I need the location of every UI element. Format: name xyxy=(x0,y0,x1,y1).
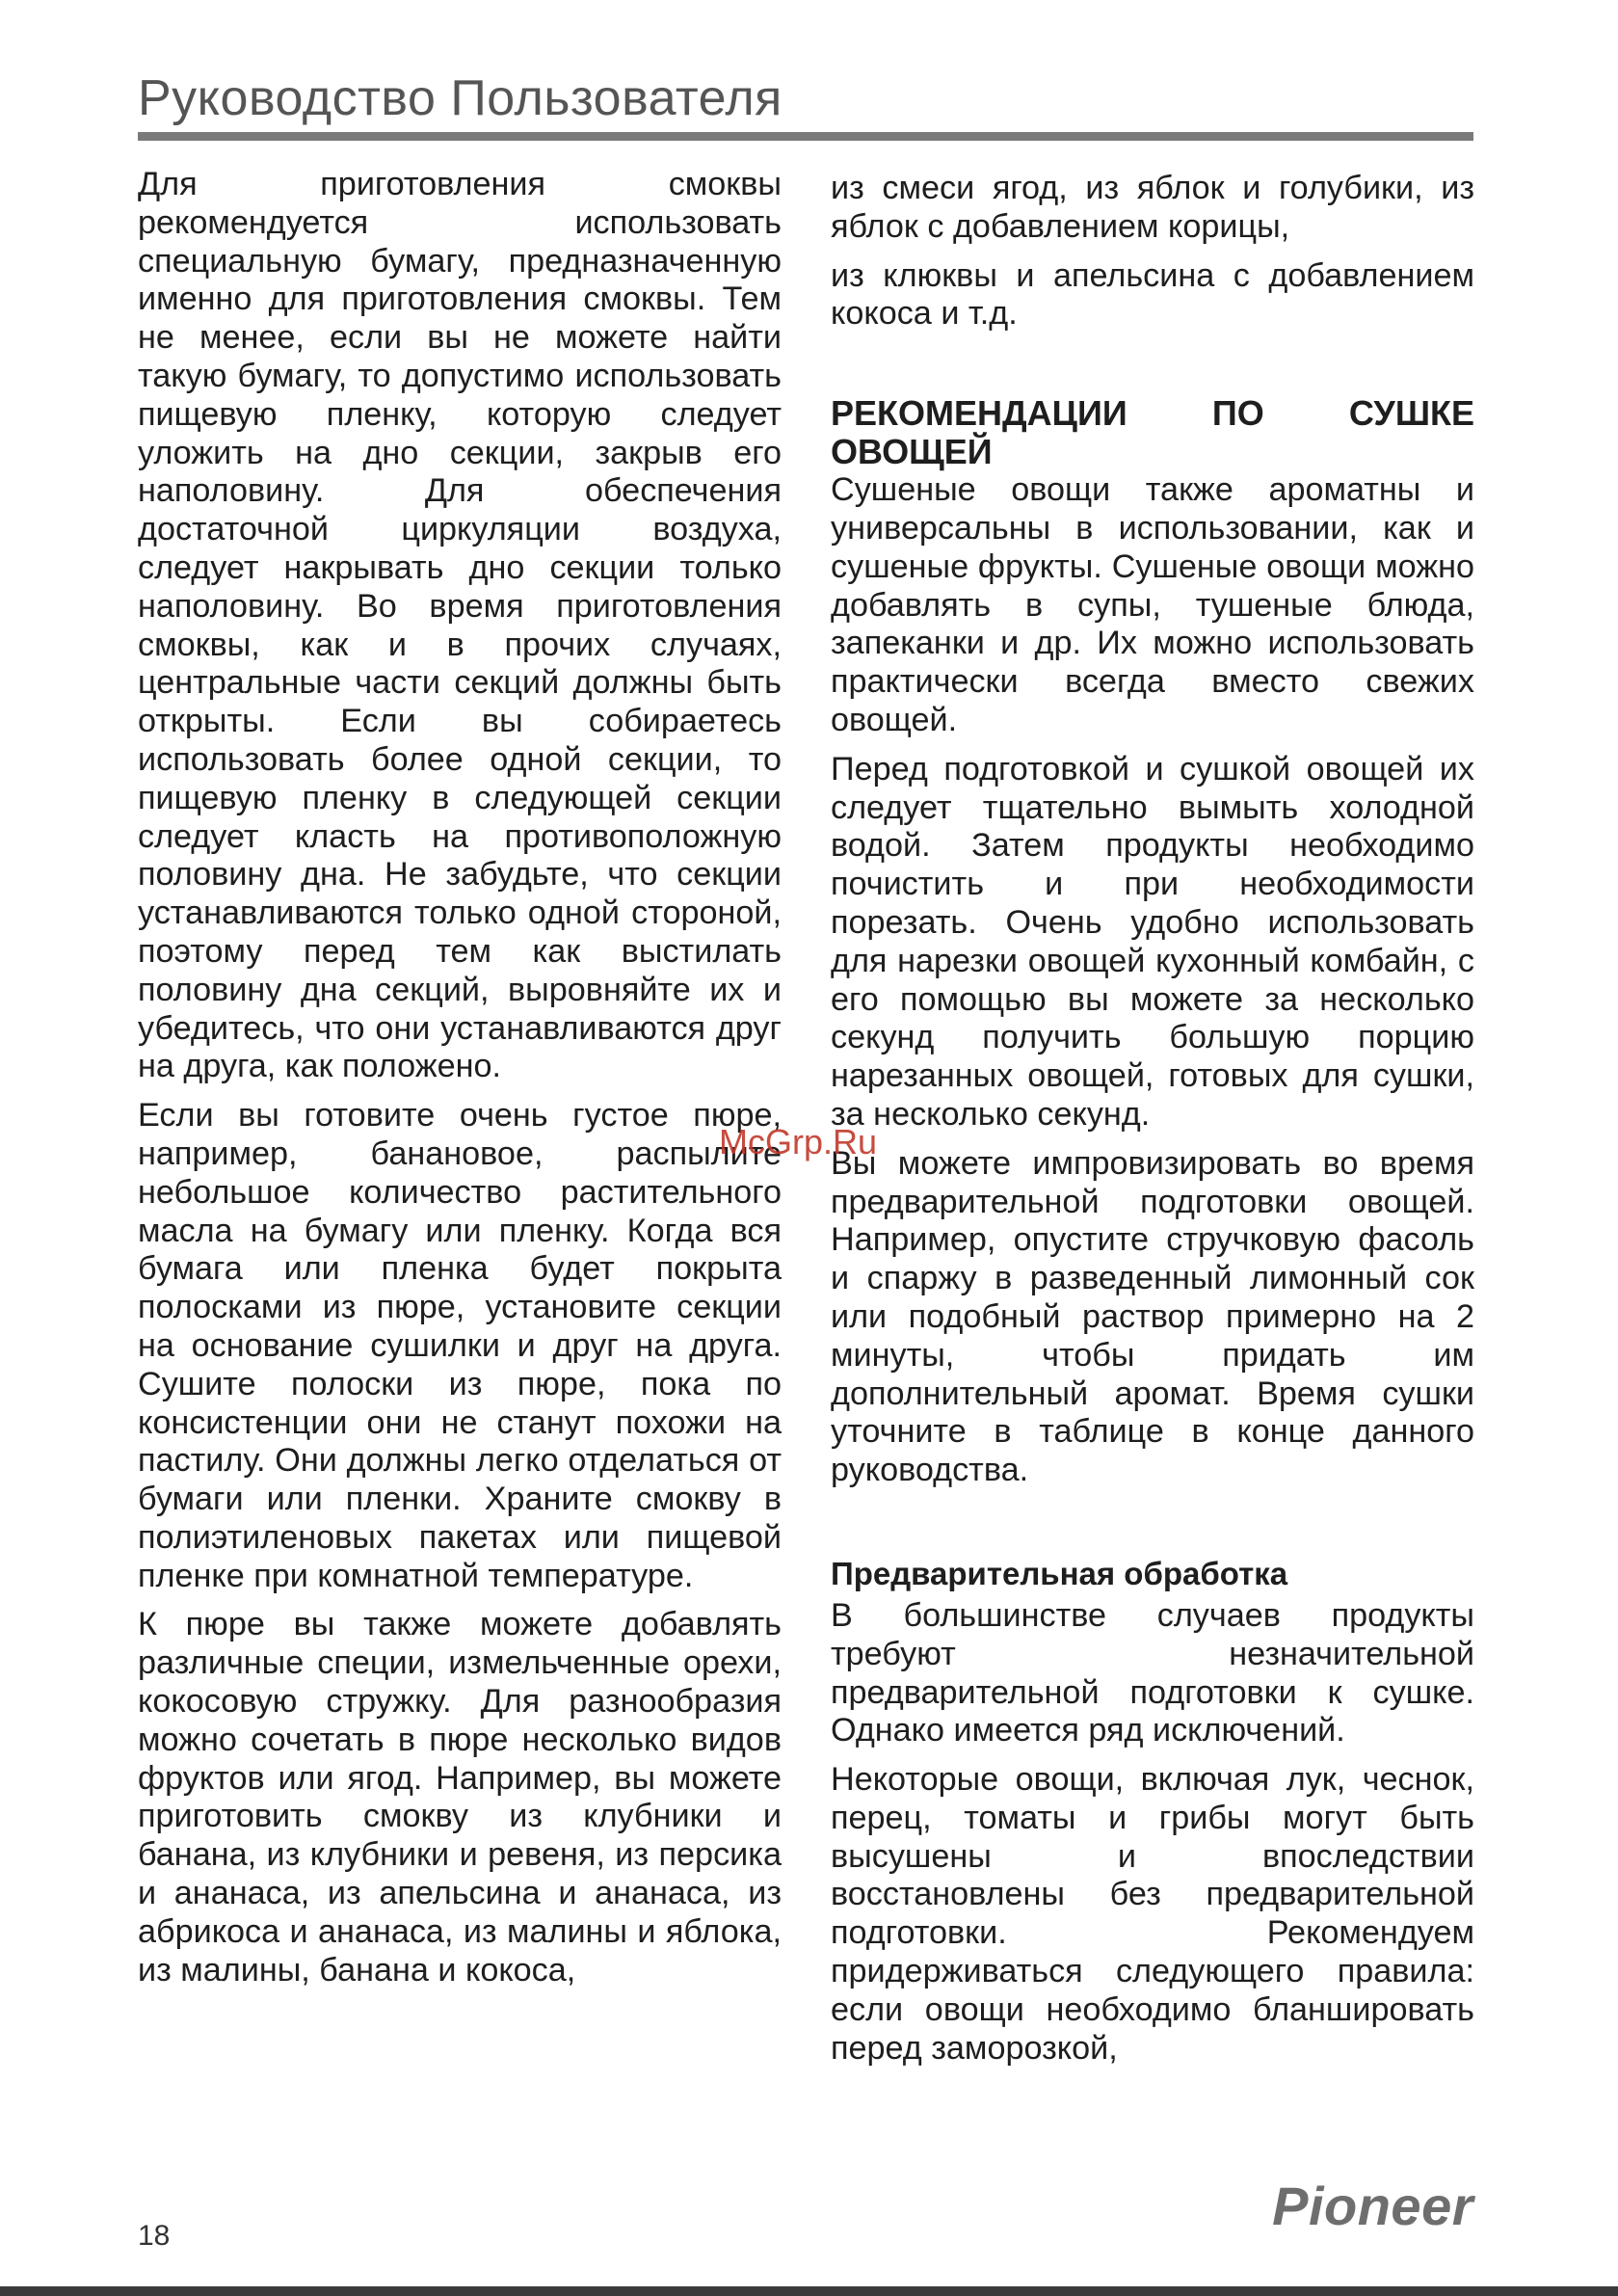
bottom-bar xyxy=(0,2286,1618,2296)
paragraph: В большинстве случаев продукты требуют незначительной предварительной подготовки к сушке. Однако имеется ряд исключений. xyxy=(831,1596,1474,1749)
paragraph: Если вы готовите очень густое пюре, например, банановое, распылите небольшое количество растительного масла на бумагу или пленку. Когда вся бумага или пленка будет покрыта полосками из пюре, установите секции на основание сушилки и друг на друга. Сушите полоски из пюре, пока по консистенции они не станут похожи на пастилу. Они должны легко отделаться от бумаги или пленки. Храните смокву в полиэтиленовых пакетах или пищевой пленке при комнатной температуре. xyxy=(138,1097,782,1594)
paragraph: Вы можете импровизировать во время предварительной подготовки овощей. Например, опустите стручковую фасоль и спаржу в разведенный лимонный сок или подобный раствор примерно на 2 минуты, чтобы придать им дополнительный аромат. Время сушки уточните в таблице в конце данного руководства. xyxy=(831,1144,1474,1489)
watermark: McGrp.Ru xyxy=(719,1122,878,1161)
title-divider xyxy=(138,132,1473,141)
left-column xyxy=(138,166,782,2000)
paragraph: Для приготовления смоквы рекомендуется использовать специальную бумагу, предназначенную именно для приготовления смоквы. Тем не менее, если вы не можете найти такую бумагу, то допустимо использовать пищевую пленку, которую следует уложить на дно секции, закрыв его наполовину. Для обеспечения достаточной циркуляции воздуха, следует накрывать дно секции только наполовину. Во время приготовления смоквы, как и в прочих случаях, центральные части секций должны быть открыты. Если вы собираетесь использовать более одной секции, то пищевую пленку в следующей секции следует класть на противоположную половину дна. Не забудьте, что секции устанавливаются только одной стороной, поэтому перед тем как выстилать половину дна секций, выровняйте их и убедитесь, что они устанавливаются друг на друга, как положено. xyxy=(138,166,782,1085)
page-title: Руководство Пользователя xyxy=(138,70,782,126)
paragraph: Сушеные овощи также ароматны и универсальны в использовании, как и сушеные фрукты. Сушеные овощи можно добавлять в супы, тушеные блюда, запеканки и др. Их можно использовать практически всегда вместо свежих овощей. xyxy=(831,471,1474,738)
section-heading: РЕКОМЕНДАЦИИ ПО СУШКЕ ОВОЩЕЙ xyxy=(831,393,1474,472)
spacer xyxy=(831,344,1474,394)
right-column xyxy=(831,170,1474,2078)
paragraph: из клюквы и апельсина с добавлением кокоса и т.д. xyxy=(831,256,1474,333)
subheading: Предварительная обработка xyxy=(831,1555,1288,1591)
paragraph: Перед подготовкой и сушкой овощей их следует тщательно вымыть холодной водой. Затем продукты необходимо почистить и при необходимости порезать. Очень удобно использовать для нарезки овощей кухонный комбайн, с его помощью вы можете за несколько секунд получить большую порцию нарезанных овощей, готовых для сушки, за несколько секунд. xyxy=(831,750,1474,1133)
page-number: 18 xyxy=(138,2220,171,2252)
brand-logo: Pioneer xyxy=(1272,2176,1473,2236)
paragraph: Некоторые овощи, включая лук, чеснок, перец, томаты и грибы могут быть высушены и впоследствии восстановлены без предварительной подготовки. Рекомендуем придерживаться следующего правила: если овощи необходимо бланшировать перед заморозкой, xyxy=(831,1761,1474,2067)
paragraph: из смеси ягод, из яблок и голубики, из яблок с добавлением корицы, xyxy=(831,170,1474,245)
paragraph: К пюре вы также можете добавлять различные специи, измельченные орехи, кокосовую стружку. Для разнообразия можно сочетать в пюре несколько видов фруктов или ягод. Например, вы можете приготовить смокву из клубники и банана, из клубники и ревеня, из персика и ананаса, из апельсина и ананаса, из абрикоса и ананаса, из малины и яблока, из малины, банана и кокоса, xyxy=(138,1606,782,1989)
spacer xyxy=(831,1501,1474,1555)
